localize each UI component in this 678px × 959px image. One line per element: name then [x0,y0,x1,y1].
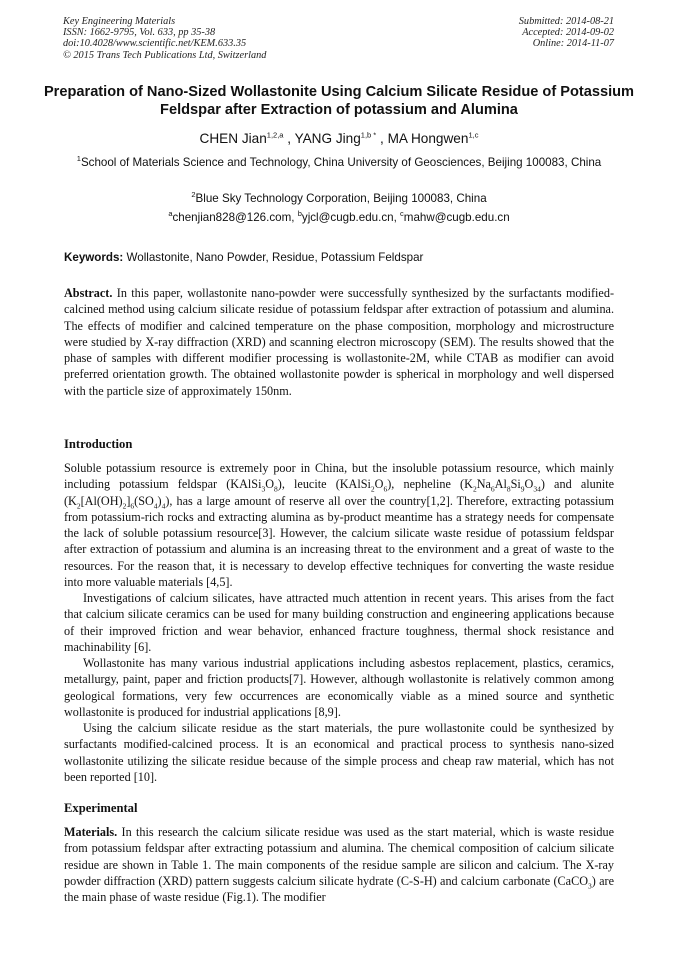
text-run: ), nepheline (K [387,477,473,492]
intro-paragraph-2: Investigations of calcium silicates, have attracted much attention in recent years. This arises from the fact that calcium silicate ceramics can be used for many building construction and engineering applications because of their improved friction and wear behavior, enhanced fracture toughness, thermal shock resistance and machinability [6]. [64,591,614,654]
intro-paragraph-1 [64,460,614,590]
keywords-label: Keywords: [64,251,124,264]
subscript: 2 [472,484,477,494]
publication-dates [519,16,614,50]
text-run: Al [494,477,507,492]
text-run: Soluble potassium resource is extremely poor in China, but the insoluble potassium resource, which mainly including potassium feldspar (KAlSi [64,461,614,492]
online-date: Online: 2014-11-07 [532,38,614,50]
text-run: O [265,477,275,492]
journal-name: Key Engineering Materials [63,16,176,27]
subscript: 6 [130,501,135,511]
section-heading-introduction: Introduction [64,437,133,451]
subscript: 8 [506,484,511,494]
affiliation-mark: 2 [191,190,196,200]
subscript: 9 [520,484,525,494]
text-run: ), has a large amount of reserve all over the country[1,2]. Therefore, extracting potassium from potassium-rich rocks and extracting alumina as by-product meantime has a strategy needs for compensate the lack of soluble potassium resource[3]. However, the calcium silicate waste residue of potassium feldspar after extraction of potassium and alumina is an increasing threat to the environment and a great of waste to the resources. For the reason that, it is necessary to develop effective techniques for converting the waste residue into more valuable materials [4,5]. [64,493,614,590]
abstract-text: In this paper, wollastonite nano-powder were successfully synthesized by the surfactants modified-calcined method using calcium silicate residue of potassium feldspar after extraction of potassium and alumina. The effects of modifier and calcined temperature on the phase composition, morphology and microstructure were studied by X-ray diffraction (XRD) and scanning electron microscopy (SEM). The results showed that the phase of samples with different modifier processing is wollastonite-2M, while CTAB as modifier can avoid preferred orientation growth. The obtained wollastonite powder is spherical in morphology and well dispersed with the particle size of approximately 150nm. [64,286,614,398]
abstract [64,285,614,399]
text-run: ] [126,493,131,508]
materials-label: Materials. [64,825,118,839]
text-run: ) and alunite (K [64,477,614,508]
affiliation-text: School of Materials Science and Technology, China University of Geosciences, Beijing 100083, China [80,156,602,169]
author-affiliation-mark: 1,b * [360,130,377,140]
affiliation-2 [64,191,614,207]
email-link[interactable]: chenjian828@126.com, [172,211,295,224]
text-run: ) [157,493,162,508]
journal-info [63,16,266,61]
author-name: CHEN Jian [199,131,267,146]
text-run: Si [510,477,521,492]
keywords-text: Wollastonite, Nano Powder, Residue, Potassium Feldspar [126,251,424,264]
subscript: 2 [122,501,127,511]
intro-paragraph-4: Using the calcium silicate residue as the start materials, the pure wollastonite could be synthesized by surfactants modified-calcined process. It is an economical and practical process to synthesis nano-sized wollastonite utilizing the silicate residue because of the simple process and cheap raw material, which has not been reported [10]. [64,721,614,784]
journal-issn: ISSN: 1662-9795, Vol. 633, pp 35-38 [63,27,216,39]
accepted-date: Accepted: 2014-09-02 [522,27,614,39]
email-mark: b [297,209,302,219]
affiliation-mark: 1 [76,154,81,164]
keywords [64,251,614,264]
journal-copyright: © 2015 Trans Tech Publications Ltd, Switzerland [63,49,267,61]
text-run: O [524,477,534,492]
author-list: CHEN Jian$^{1,2,a}$ , YANG Jing$^{1,b *}$ , MA Hongwen$^{1,c}$ [199,130,479,146]
email-link[interactable]: mahw@cugb.edu.cn [403,211,510,224]
journal-doi[interactable]: doi:10.4028/www.scientific.net/KEM.633.35 [63,38,247,50]
email-link[interactable]: yjcl@cugb.edu.cn, [301,211,397,224]
experimental-materials-paragraph [64,824,614,905]
subscript: 4 [153,501,158,511]
text-run: Na [476,477,491,492]
email-mark: a [168,209,173,219]
author-affiliation-mark: 1,c [468,130,479,140]
text-run: (SO [134,493,154,508]
subscript: 34 [533,484,541,494]
text-run: O [374,477,384,492]
submitted-date: Submitted: 2014-08-21 [518,16,614,27]
subscript: 4 [161,501,166,511]
subscript: 6 [383,484,388,494]
text-run: [Al(OH) [80,493,123,508]
text-run: ) are the main phase of waste residue (Fig.1). The modifier [64,873,614,905]
affiliation-1 [64,155,614,171]
text-run: ), leucite (KAlSi [277,477,371,492]
author-affiliation-mark: 1,2,a [266,130,284,140]
intro-paragraph-3: Wollastonite has many various industrial applications including asbestos replacement, plastics, ceramics, metallurgy, paint, paper and friction products[7]. However, although wollastonite is relatively common among geological formations, very few occurrences are economically viable as a mined source and synthetic wollastonite is produced for industrial applications [8,9]. [64,656,614,719]
section-heading-experimental: Experimental [64,801,138,815]
text-run: In this research the calcium silicate residue was used as the start material, which is waste residue from potassium feldspar after extracting potassium and alumina. The chemical composition of calcium silicate residue are shown in Table 1. The main components of the residue sample are silicon and calcium. The X-ray powder diffraction (XRD) pattern suggests calcium silicate hydrate (C-S-H) and calcium carbonate (CaCO [64,825,615,888]
author-emails [40,211,638,224]
subscript: 3 [588,881,592,891]
author-name: YANG Jing [294,131,361,146]
subscript: 3 [261,484,266,494]
subscript: 8 [274,484,278,494]
subscript: 2 [76,501,81,511]
subscript: 6 [490,484,495,494]
subscript: 2 [370,484,375,494]
email-mark: c [400,209,404,219]
author-name: MA Hongwen [387,131,469,146]
affiliation-text: Blue Sky Technology Corporation, Beijing 100083, China [195,192,487,205]
abstract-label: Abstract. [64,286,113,300]
paper-title: Preparation of Nano-Sized Wollastonite Using Calcium Silicate Residue of Potassium Feldspar after Extraction of potassium and Alumina [43,84,635,118]
